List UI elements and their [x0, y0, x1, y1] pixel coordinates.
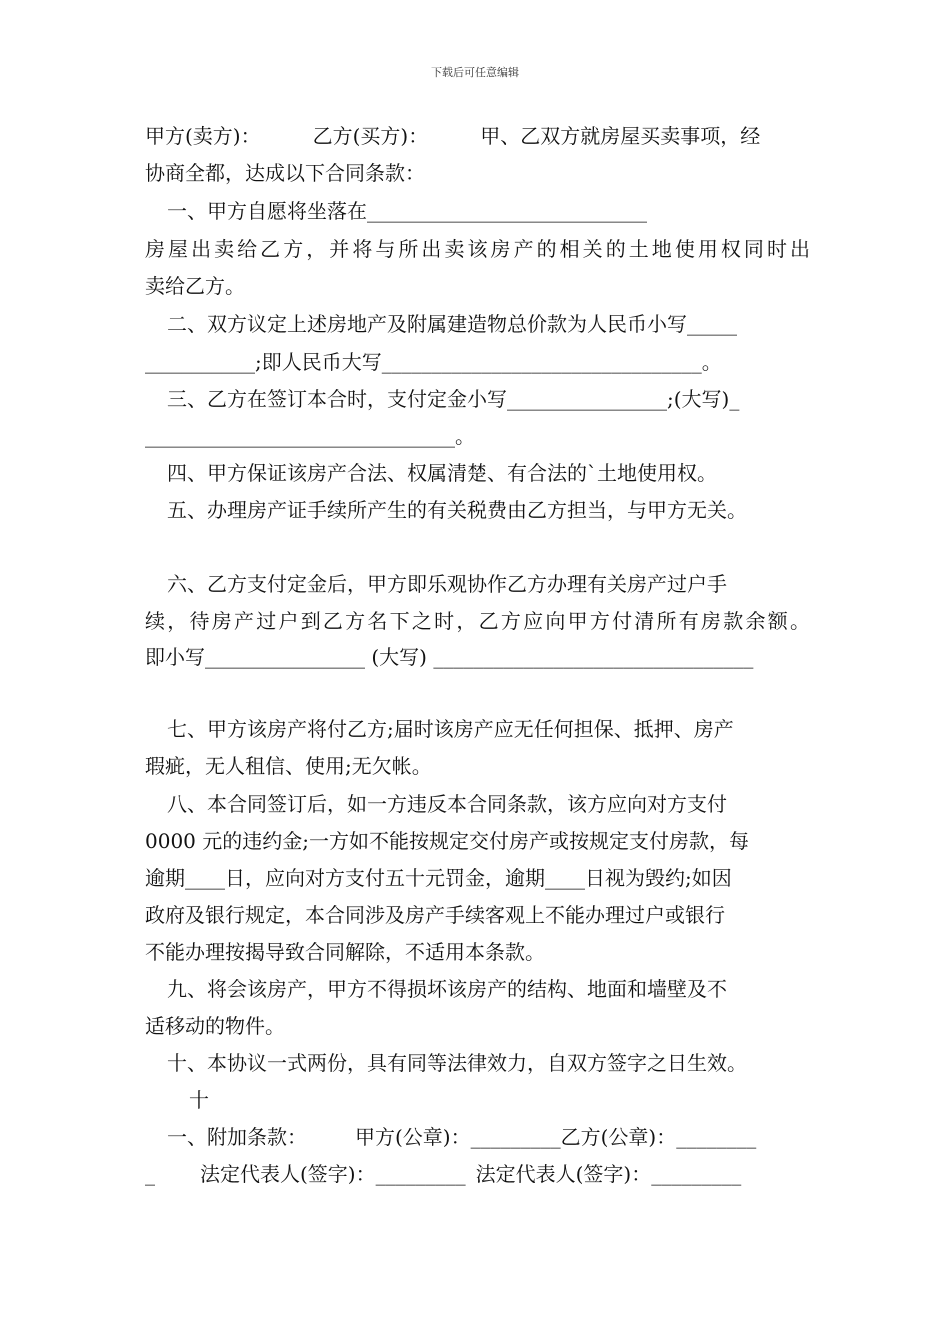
seller-label: 甲方(卖方)：	[145, 124, 261, 148]
intro-text: 甲、乙双方就房屋买卖事项，经	[480, 124, 761, 148]
additional-terms-label: 一、附加条款：	[167, 1125, 307, 1149]
signature-line-2	[145, 1156, 810, 1192]
party-b-seal: 乙方(公章)：________	[560, 1125, 757, 1149]
clause-3: 三、乙方在签订本合时，支付定金小写________________;(大写)_	[167, 387, 740, 411]
clause-4: 四、甲方保证该房产合法、权属清楚、有合法的`土地使用权。	[167, 461, 717, 485]
clause-2: 二、双方议定上述房地产及附属建造物总价款为人民币小写_____	[167, 312, 737, 336]
parties-line	[145, 118, 810, 154]
party-a-representative: 法定代表人(签字)：_________	[200, 1162, 466, 1186]
signature-line-1	[145, 1119, 810, 1155]
party-a-seal: 甲方(公章)：_________	[355, 1125, 561, 1149]
contract-line: 续，待房产过户到乙方名下之时，乙方应向甲方付清所有房款余额。	[145, 609, 810, 633]
clause-7: 七、甲方该房产将付乙方;届时该房产应无任何担保、抵押、房产	[167, 717, 734, 741]
contract-line: 0000 元的违约金;一方如不能按规定交付房产或按规定支付房款，每	[145, 829, 749, 853]
contract-line: 瑕疵，无人租信、使用;无欠帐。	[145, 754, 432, 778]
signature-blank: _	[145, 1162, 155, 1186]
clause-6: 六、乙方支付定金后，甲方即乐观协作乙方办理有关房产过户手	[167, 572, 727, 596]
clause-5: 五、办理房产证手续所产生的有关税费由乙方担当，与甲方无关。	[167, 498, 747, 522]
buyer-label: 乙方(买方)：	[312, 124, 429, 148]
party-b-representative: 法定代表人(签字)：_________	[475, 1162, 742, 1186]
contract-line: ___________;即人民币大写________________________________。	[145, 350, 722, 374]
page-header-note: 下载后可任意编辑	[431, 66, 519, 79]
contract-line: 适移动的物件。	[145, 1014, 285, 1038]
contract-line: 协商全都，达成以下合同条款：	[145, 161, 425, 185]
contract-line: 政府及银行规定，本合同涉及房产手续客观上不能办理过户或银行	[145, 903, 725, 927]
contract-line: 房屋出卖给乙方，并将与所出卖该房产的相关的土地使用权同时出	[145, 237, 810, 261]
contract-line: 不能办理按揭导致合同解除，不适用本条款。	[145, 940, 545, 964]
clause-8: 八、本合同签订后，如一方违反本合同条款，该方应向对方支付	[167, 792, 727, 816]
clause-1: 一、甲方自愿将坐落在____________________________	[167, 199, 647, 223]
clause-9: 九、将会该房产，甲方不得损坏该房产的结构、地面和墙壁及不	[167, 977, 727, 1001]
contract-line: 卖给乙方。	[145, 274, 245, 298]
contract-line: 即小写________________ (大写) ________________________________	[145, 645, 754, 669]
contract-line: _______________________________。	[145, 424, 475, 448]
clause-11-numeral: 十	[189, 1088, 209, 1112]
contract-line: 逾期____日，应向对方支付五十元罚金，逾期____日视为毁约;如因	[145, 866, 732, 890]
clause-10: 十、本协议一式两份，具有同等法律效力，自双方签字之日生效。	[167, 1051, 747, 1075]
